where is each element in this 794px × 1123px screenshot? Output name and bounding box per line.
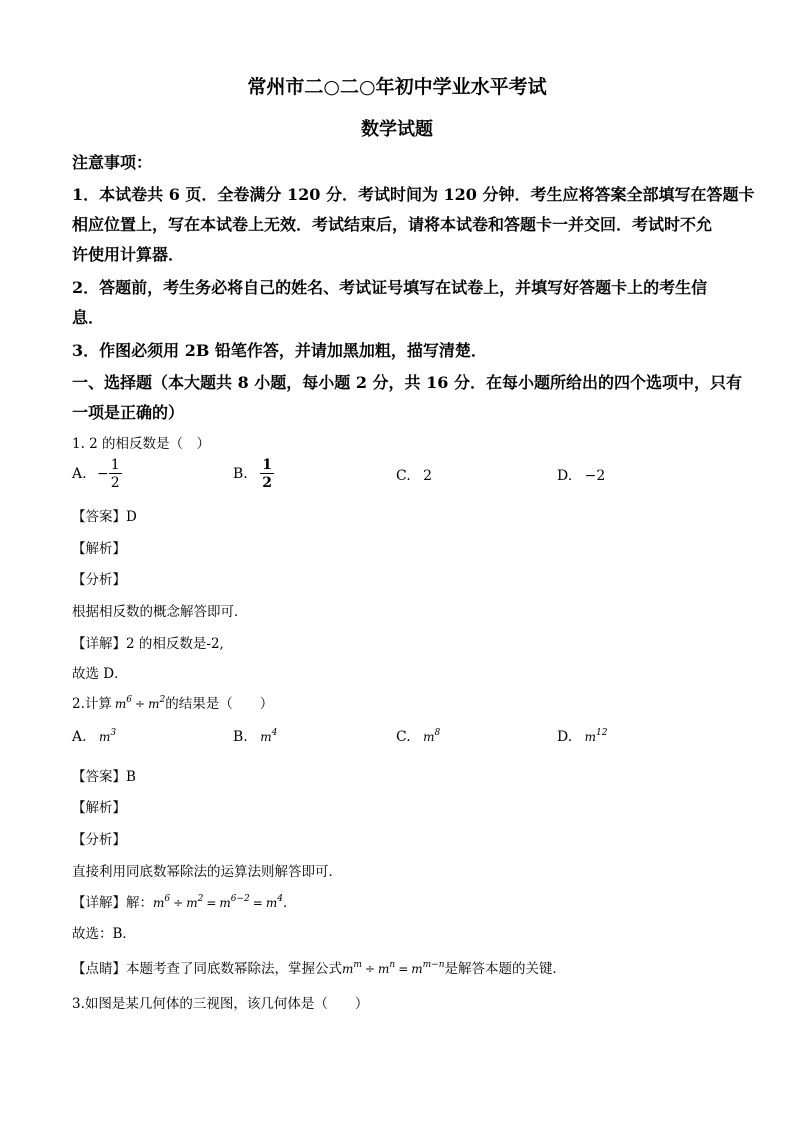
q2-option-c: C. $m^8$ <box>396 728 441 745</box>
q3-stem: 3.如图是某几何体的三视图，该几何体是（ ） <box>72 996 369 1012</box>
q1-option-c-label: C. <box>396 468 411 484</box>
q2-option-a: A. $m^3$ <box>72 728 117 745</box>
section-heading-line-1: 一、选择题（本大题共 8 小题，每小题 2 分，共 16 分．在每小题所给出的四个选项中，只有 <box>72 373 742 392</box>
q1-option-d <box>557 468 605 484</box>
q2-detail-expression: $m^6 \div m^2 = m^{6-2} = m^4$ <box>153 894 283 910</box>
q1-option-a-denominator: 2 <box>110 475 120 491</box>
notice-item-2-line-1: 2．答题前，考生务必将自己的姓名、考试证号填写在试卷上，并填写好答题卡上的考生信 <box>72 278 708 297</box>
q2-stem <box>72 692 273 712</box>
q1-fenxi-text: 根据相反数的概念解答即可． <box>72 604 248 620</box>
q1-answer: 【答案】D <box>72 509 137 525</box>
q1-analysis: 【解析】 <box>72 541 126 557</box>
q2-stem-suffix: 的结果是（ ） <box>165 696 274 712</box>
section-heading-line-2: 一项是正确的） <box>72 403 185 422</box>
q1-option-b-numerator: 1 <box>262 457 272 473</box>
q1-detail: 【详解】2 的相反数是-2, <box>72 636 224 652</box>
page-title: 常州市二○二○年初中学业水平考试 <box>247 76 547 98</box>
q1-fenxi: 【分析】 <box>72 572 126 588</box>
q1-option-a <box>72 458 122 490</box>
q2-stem-prefix: 2.计算 <box>72 696 112 712</box>
q2-detail: 【详解】解：$m^6 \div m^2 = m^{6-2} = m^4$． <box>72 894 297 911</box>
notice-item-3: 3．作图必须用 2B 铅笔作答，并请加黑加粗，描写清楚． <box>72 341 487 360</box>
q1-option-d-value: −2 <box>584 468 606 484</box>
q2-fenxi: 【分析】 <box>72 832 126 848</box>
q1-option-b-label: B. <box>233 466 248 482</box>
q1-option-b-fraction <box>260 458 274 490</box>
q2-choice: 故选：B． <box>72 926 136 942</box>
q2-answer: 【答案】B <box>72 769 136 785</box>
q2-option-b: B. $m^4$ <box>233 728 278 745</box>
q1-option-b <box>233 458 274 490</box>
q1-option-c <box>396 468 432 484</box>
q1-option-a-fraction <box>109 458 122 490</box>
q1-option-b-denominator: 2 <box>262 475 272 491</box>
q2-fenxi-text: 直接利用同底数幂除法的运算法则解答即可． <box>72 864 342 880</box>
q1-option-d-label: D. <box>557 468 573 484</box>
q1-option-c-value: 2 <box>423 468 433 484</box>
q2-stem-expression: $m^6 \div m^2$ <box>114 695 166 711</box>
q2-option-d: D. $m^{12}$ <box>557 728 608 745</box>
q1-option-a-label: A. <box>72 466 87 482</box>
q1-option-a-sign: − <box>97 466 109 482</box>
q1-choice: 故选 D． <box>72 666 128 682</box>
notice-item-1-line-2: 相应位置上，写在本试卷上无效．考试结束后，请将本试卷和答题卡一并交回．考试时不允 <box>72 215 713 234</box>
notice-item-2-line-2: 息． <box>72 308 105 327</box>
q2-dianjing: 【点睛】本题考查了同底数幂除法，掌握公式$m^m \div m^n = m^{m-n}$是解答本题的关键． <box>72 960 567 977</box>
q1-option-a-numerator: 1 <box>110 457 120 473</box>
notice-item-1-line-1: 1．本试卷共 6 页．全卷满分 120 分．考试时间为 120 分钟．考生应将答案全部填写在答题卡 <box>72 185 755 204</box>
notice-heading: 注意事项： <box>72 153 153 172</box>
page-subtitle: 数学试题 <box>361 119 433 140</box>
q2-dianjing-formula: $m^m \div m^n = m^{m-n}$ <box>342 960 445 976</box>
q2-analysis: 【解析】 <box>72 800 126 816</box>
notice-item-1-line-3: 许使用计算器． <box>72 245 185 264</box>
q1-stem: 1. 2 的相反数是（ ） <box>72 436 211 452</box>
